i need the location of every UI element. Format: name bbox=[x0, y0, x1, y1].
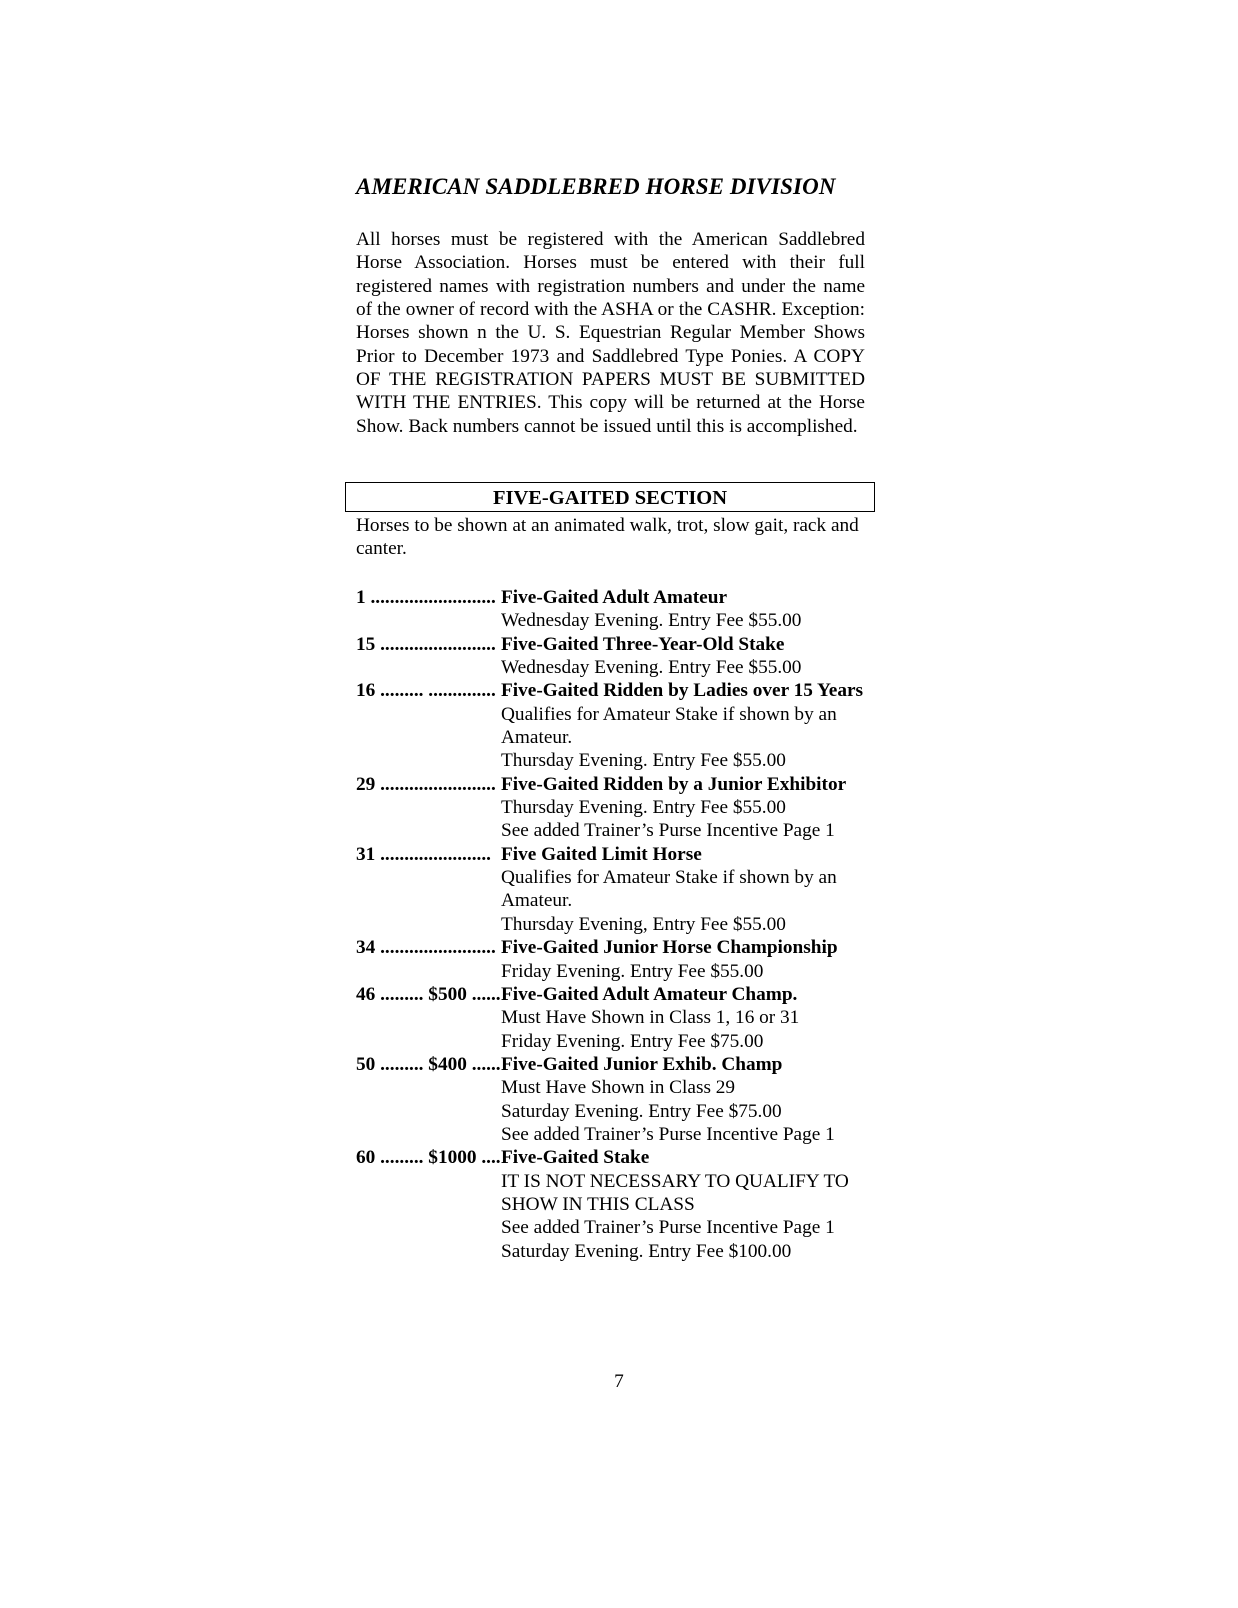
class-details bbox=[501, 1053, 876, 1146]
class-title: Five-Gaited Adult Amateur bbox=[501, 587, 727, 608]
class-entry bbox=[356, 936, 876, 983]
section-description: Horses to be shown at an animated walk, trot, slow gait, rack and canter. bbox=[356, 515, 859, 560]
page-number: 7 bbox=[614, 1371, 624, 1392]
class-entry bbox=[356, 633, 876, 680]
class-leader: 29 ........................ bbox=[356, 773, 496, 795]
class-title: Five-Gaited Junior Horse Championship bbox=[501, 937, 838, 959]
class-detail-line: See added Trainer’s Purse Incentive Page 1 bbox=[501, 1217, 835, 1239]
class-title: Five-Gaited Three-Year-Old Stake bbox=[501, 633, 785, 655]
class-title: Five-Gaited Ridden by a Junior Exhibitor bbox=[501, 773, 847, 795]
class-details bbox=[501, 633, 876, 680]
class-entry bbox=[356, 773, 876, 843]
section-heading: FIVE-GAITED SECTION bbox=[492, 487, 728, 509]
class-detail-line: Qualifies for Amateur Stake if shown by an Amateur. bbox=[501, 703, 837, 749]
class-title: Five-Gaited Ridden by Ladies over 15 Years bbox=[501, 680, 864, 702]
class-detail-line: See added Trainer’s Purse Incentive Page 1 bbox=[501, 820, 835, 842]
intro-paragraph: All horses must be registered with the American Saddlebred Horse Association. Horses must be entered with their full registered names with registration numbers and under the name of the owner of record with the ASHA or the CASHR. Exception: Horses shown n the U. S. Equestrian Regular Member Shows Prior to December 1973 and Saddlebred Type Ponies. A COPY OF THE REGISTRATION PAPERS MUST BE SUBMITTED WITH THE ENTRIES. This copy will be returned at the Horse Show. Back numbers cannot be issued until this is accomplished. bbox=[356, 229, 865, 437]
class-leader: 15 ........................ bbox=[356, 633, 496, 655]
class-detail-line: See added Trainer’s Purse Incentive Page 1 bbox=[501, 1123, 835, 1145]
class-detail-line: Wednesday Evening. Entry Fee $55.00 bbox=[501, 610, 802, 632]
class-detail-line: Saturday Evening. Entry Fee $75.00 bbox=[501, 1100, 782, 1122]
class-title: Five-Gaited Junior Exhib. Champ bbox=[501, 1053, 783, 1075]
class-detail-line: Friday Evening. Entry Fee $75.00 bbox=[501, 1030, 764, 1052]
division-title: AMERICAN SADDLEBRED HORSE DIVISION bbox=[356, 174, 836, 199]
class-detail-line: Must Have Shown in Class 29 bbox=[501, 1077, 736, 1099]
class-details bbox=[501, 936, 876, 983]
class-detail-line: Thursday Evening. Entry Fee $55.00 bbox=[501, 797, 786, 819]
class-detail-line: Friday Evening. Entry Fee $55.00 bbox=[501, 960, 764, 982]
class-title: Five Gaited Limit Horse bbox=[501, 843, 702, 865]
class-detail-line: Qualifies for Amateur Stake if shown by an Amateur. bbox=[501, 867, 837, 912]
class-detail-line: Thursday Evening. Entry Fee $55.00 bbox=[501, 750, 786, 772]
class-detail-line: Thursday Evening, Entry Fee $55.00 bbox=[501, 913, 786, 935]
section-heading-box bbox=[345, 482, 875, 512]
class-entry bbox=[356, 586, 876, 633]
class-detail-line: IT IS NOT NECESSARY TO QUALIFY TO SHOW IN THIS CLASS bbox=[501, 1170, 849, 1215]
class-details bbox=[501, 679, 876, 772]
class-entry bbox=[356, 1053, 876, 1146]
class-leader: 31 ....................... bbox=[356, 843, 491, 865]
class-entry bbox=[356, 1146, 876, 1263]
class-entry bbox=[356, 843, 876, 936]
class-title: Five-Gaited Stake bbox=[501, 1147, 650, 1169]
class-detail-line: Wednesday Evening. Entry Fee $55.00 bbox=[501, 657, 802, 679]
class-leader: 46 ......... $500 ...... bbox=[356, 983, 501, 1005]
class-list bbox=[356, 586, 876, 1263]
class-details bbox=[501, 1146, 876, 1263]
class-leader: 34 ........................ bbox=[356, 937, 496, 959]
class-entry bbox=[356, 679, 876, 772]
class-details bbox=[501, 843, 876, 936]
class-leader: 60 ......... $1000 .... bbox=[356, 1147, 501, 1169]
class-details bbox=[501, 773, 876, 843]
class-leader: 1 .......................... bbox=[356, 587, 496, 608]
class-leader: 16 ......... .............. bbox=[356, 680, 496, 702]
class-leader: 50 ......... $400 ...... bbox=[356, 1053, 501, 1075]
class-title: Five-Gaited Adult Amateur Champ. bbox=[501, 983, 798, 1005]
class-detail-line: Must Have Shown in Class 1, 16 or 31 bbox=[501, 1007, 800, 1029]
class-details bbox=[501, 586, 876, 633]
class-entry bbox=[356, 983, 876, 1053]
class-details bbox=[501, 983, 876, 1053]
class-detail-line: Saturday Evening. Entry Fee $100.00 bbox=[501, 1240, 792, 1262]
